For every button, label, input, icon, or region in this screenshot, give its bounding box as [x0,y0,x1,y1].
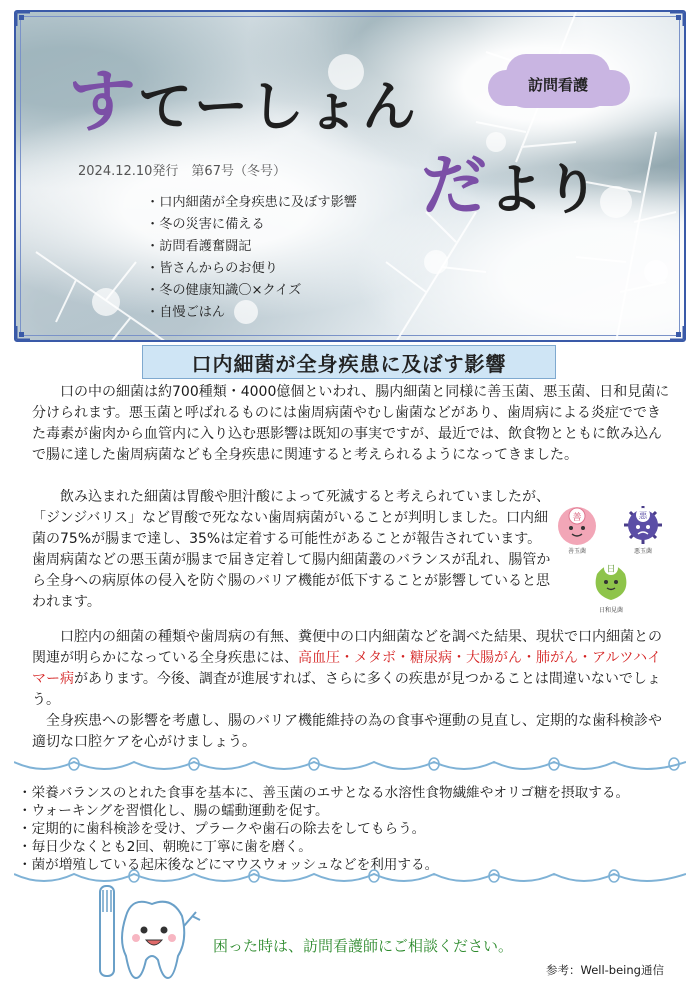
tip-item: ・ 定期的に歯科検診を受け、プラークや歯石の除去をしてもらう。 [18,820,629,838]
article-heading: 口内細菌が全身疾患に及ぼす影響 [142,345,556,379]
corner-ornament [14,324,32,342]
toc-item: ・ 皆さんからのお便り [146,258,357,280]
header-banner [14,10,686,342]
bad-bacteria-char: 悪 [638,511,648,522]
article-paragraph: 口の中の細菌は約700種類・4000億個といわれ、腸内細菌と同様に善玉菌、悪玉菌、日和見菌に分けられます。悪玉菌と呼ばれるものには歯周病菌やむし歯菌などがあり、歯周病による炎症でできた毒素が歯肉から血管内に入り込む悪影響は既知の事実ですが、最近では、飲食物とともに飲み込んで腸に達した歯周病菌なども全身疾患に関連すると考えられるようになってきました。 [32,384,670,463]
disease-list: 高血圧・メタボ・糖尿病・大腸がん・肺がん・アルツハイマー病 [32,650,662,687]
corner-ornament [14,10,32,28]
bad-bacteria-label: 悪玉菌 [633,548,653,555]
article-paragraph: 飲み込まれた細菌は胃酸や胆汁酸によって死滅すると考えられていましたが、「ジンジバリス」など胃酸で死なない歯周病菌がいることが判明しました。口内細菌の75%が腸まで達し、35%は定着する可能性があることが報告されています。歯周病菌などの悪玉菌が腸まで届き定着して腸内細菌叢のバランスが乱れ、腸管から全身への病原体の侵入を防ぐ腸のバリア機能が低下することが影響していると思われます。 [32,489,551,610]
toc-item: ・ 自慢ごはん [146,302,357,324]
neutral-bacteria-char: 日 [606,564,616,575]
toc-item: ・ 冬の健康知識〇×クイズ [146,280,357,302]
rope-divider-top [14,754,686,778]
good-bacteria-label: 善玉菌 [567,548,587,555]
tooth-mascot-icon [92,882,212,982]
newsletter-title-line2: だより [421,147,601,224]
toc-item: ・ 口内細菌が全身疾患に及ぼす影響 [146,192,357,214]
visiting-nurse-badge: 訪問看護 [502,60,614,108]
bad-bacteria-icon [624,506,662,555]
health-tips-list [18,784,629,874]
neutral-bacteria-label: 日和見菌 [598,607,624,614]
table-of-contents [146,192,357,324]
tip-item: ・ ウォーキングを習慣化し、腸の蠕動運動を促す。 [18,802,629,820]
corner-ornament [668,10,686,28]
good-bacteria-char: 善 [572,513,582,523]
tip-item: ・ 菌が増殖している起床後などにマウスウォッシュなどを利用する。 [18,856,629,874]
neutral-bacteria-icon [596,561,627,614]
tip-item: ・ 毎日少なくとも2回、朝晩に丁寧に歯を磨く。 [18,838,629,856]
good-bacteria-icon [558,507,596,555]
bacteria-illustration [553,496,673,620]
reference-credit: 参考：Well-being通信 [546,963,664,977]
toc-item: ・ 訪問看護奮闘記 [146,236,357,258]
issue-info: 2024.12.10発行 第67号（冬号） [78,164,286,179]
toc-item: ・ 冬の災害に備える [146,214,357,236]
article-paragraph: 口腔内の細菌の種類や歯周病の有無、糞便中の口内細菌などを調べた結果、現状で口内細菌との関連が明らかになっている全身疾患には、高血圧・メタボ・糖尿病・大腸がん・肺がん・アルツハイマー病があります。今後、調査が進展すれば、さらに多くの疾患が見つかることは間違いないでしょう。 全身疾患への影響を考慮し、腸のバリア機能維持の為の食事や運動の見直し、定期的な歯科検診や適切な口腔ケアを心がけましょう。 [32,629,662,750]
corner-ornament [668,324,686,342]
tip-item: ・ 栄養バランスのとれた食事を基本に、善玉菌のエサとなる水溶性食物繊維やオリゴ糖を摂取する。 [18,784,629,802]
newsletter-title-line1: すてーしょん [68,63,419,142]
contact-message: 困った時は、訪問看護師にご相談ください。 [213,937,514,955]
